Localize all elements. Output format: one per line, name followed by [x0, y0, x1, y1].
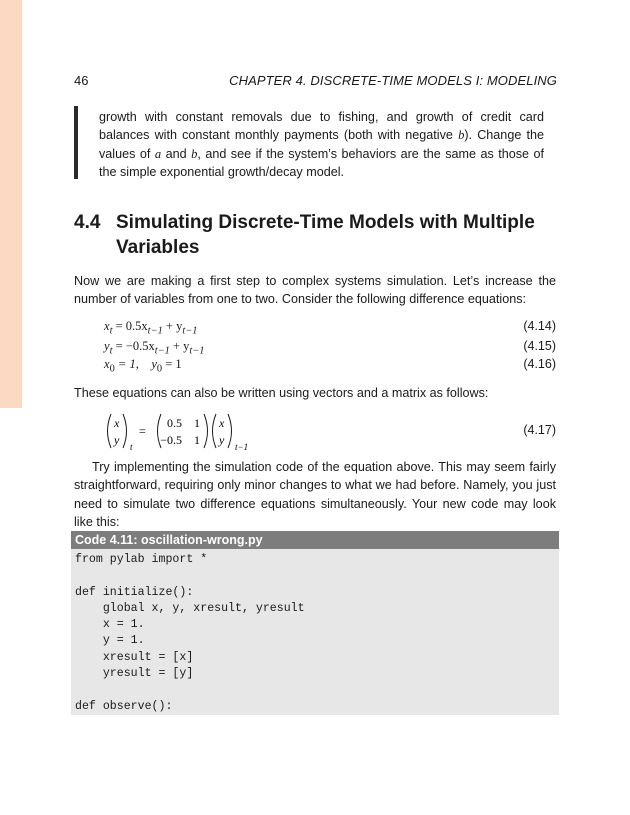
right-paren — [123, 414, 127, 448]
exercise-text-part: , and see if the system’s behaviors are the same as those of the simple exponential growth/decay model. — [99, 146, 544, 180]
left-paren — [213, 414, 217, 448]
exercise-text-part: growth with constant removals due to fishing, and growth of credit card balances with constant monthly payments (both with negative — [99, 110, 544, 143]
running-head: CHAPTER 4. DISCRETE-TIME MODELS I: MODELING — [229, 73, 557, 88]
exercise-text-part: ). Change the values of — [99, 128, 544, 161]
try-paragraph: Try implementing the simulation code of the equation above. This may seem fairly straightforward, requiring only minor changes to what we had before. Namely, you just need to simulate two difference equations simultaneously. Your new code may look like this: — [74, 460, 556, 530]
code-line: global x, y, xresult, yresult — [75, 601, 305, 615]
intro-paragraph: Now we are making a first step to complex systems simulation. Let’s increase the number of variables from one to two. Consider the following difference equations: — [74, 274, 556, 307]
matrix-cell-00: 0.5 — [167, 416, 182, 430]
code-line: def observe(): — [75, 699, 173, 713]
variable-b: b — [458, 128, 465, 143]
left-paren — [108, 414, 112, 448]
equals-sign: = — [139, 424, 146, 438]
code-listing — [71, 531, 559, 715]
exercise-sidebar-bar — [74, 106, 78, 179]
margin-color-strip — [0, 0, 22, 408]
code-line: y = 1. — [75, 634, 145, 648]
matrix-cell-01: 1 — [194, 416, 200, 430]
code-line: def initialize(): — [75, 585, 194, 599]
equation-label: (4.14) — [523, 319, 556, 333]
equation-4-17 — [104, 412, 556, 450]
code-line: xresult = [x] — [75, 650, 194, 664]
equation-expression: $x_t = 0.5x_{t-1} + y_{t-1}$ — [104, 319, 198, 337]
code-listing-title: Code 4.11: oscillation-wrong.py — [71, 531, 559, 549]
variable-a: a — [154, 146, 162, 161]
left-vector-x: x — [114, 416, 120, 430]
variable-b: b — [191, 146, 198, 161]
left-vector-y: y — [114, 433, 120, 447]
matrix-cell-10: −0.5 — [160, 433, 182, 447]
exercise-text-part: and — [161, 146, 192, 161]
matrix-equation-graphic — [104, 412, 284, 450]
right-paren — [204, 414, 208, 448]
exercise-text — [99, 108, 544, 182]
equation-label: (4.17) — [523, 423, 556, 437]
vector-intro-paragraph: These equations can also be written using vectors and a matrix as follows: — [74, 386, 489, 400]
equation-label: (4.15) — [523, 339, 556, 353]
equation-4-15 — [104, 338, 556, 356]
left-vector-subscript: t — [130, 442, 133, 450]
equation-label: (4.16) — [523, 357, 556, 371]
code-body — [71, 549, 559, 715]
code-line — [75, 682, 559, 698]
right-paren — [228, 414, 232, 448]
matrix-cell-11: 1 — [194, 433, 200, 447]
section-title-text: Simulating Discrete-Time Models with Multiple Variables — [116, 212, 535, 258]
section-heading — [74, 210, 560, 260]
right-vector-x: x — [219, 416, 225, 430]
equation-4-14 — [104, 318, 556, 336]
section-number: 4.4 — [74, 212, 101, 233]
equation-expression: $y_t = -0.5x_{t-1} + y_{t-1}$ — [104, 339, 205, 357]
page-number: 46 — [74, 73, 89, 88]
code-line — [75, 568, 559, 584]
code-line: x = 1. — [75, 618, 145, 632]
right-vector-subscript: t−1 — [235, 442, 249, 450]
equation-expression: $x_0 = 1$, $y_0 = 1$ — [104, 357, 182, 375]
code-line: from pylab import * — [75, 553, 208, 566]
equation-4-16 — [104, 356, 556, 374]
code-line: yresult = [y] — [75, 667, 194, 681]
right-vector-y: y — [219, 433, 225, 447]
